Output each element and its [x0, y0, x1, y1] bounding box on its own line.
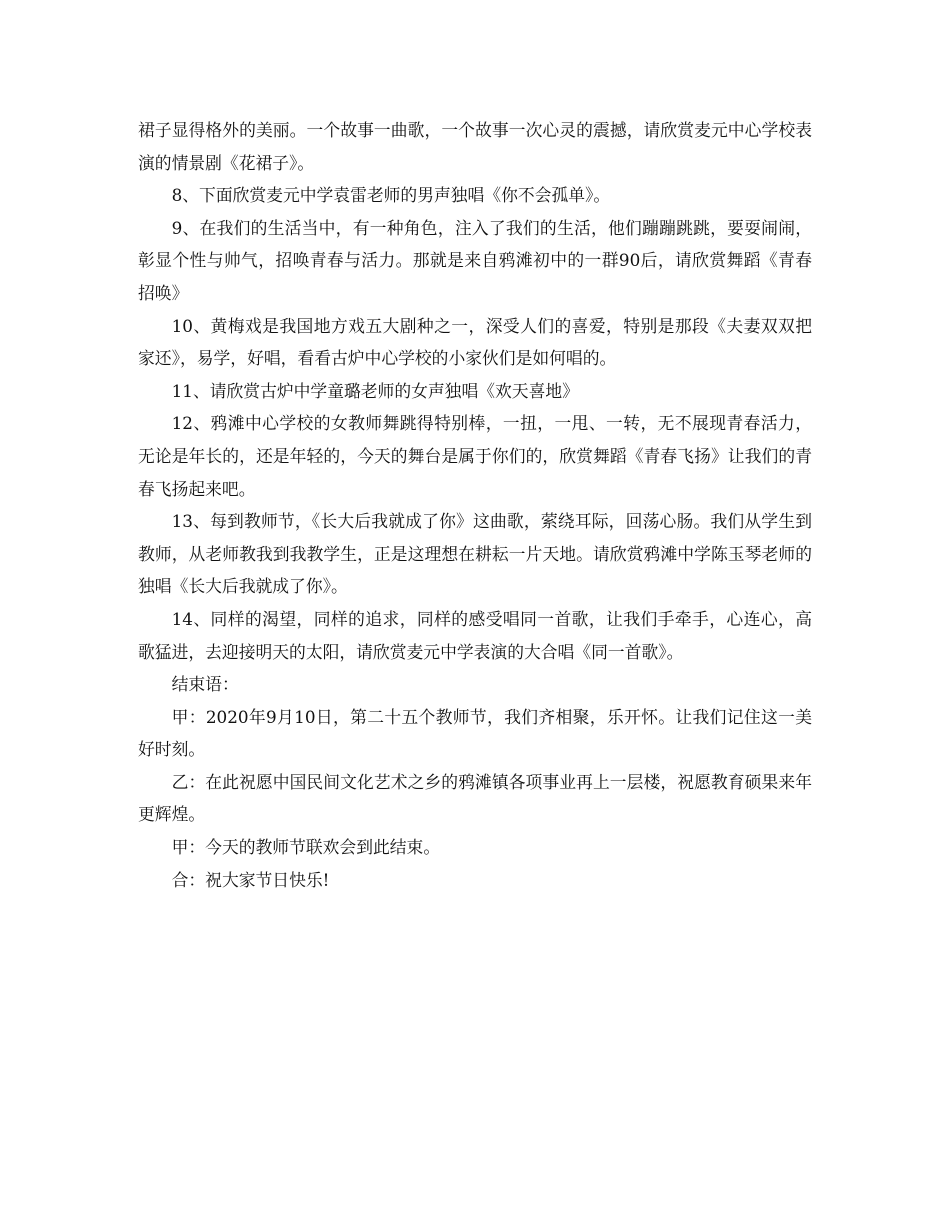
paragraph-5: 11、请欣赏古炉中学童璐老师的女声独唱《欢天喜地》	[171, 380, 579, 401]
paragraph-8: 14、同样的渴望，同样的追求，同样的感受唱同一首歌，让我们手牵手，心连心，高歌猛进，去迎接明天的太阳，请欣赏麦元中学表演的大合唱《同一首歌》。	[138, 608, 812, 662]
paragraph-1: 裙子显得格外的美丽。一个故事一曲歌，一个故事一次心灵的震撼，请欣赏麦元中心学校表演的情景剧《花裙子》。	[138, 120, 812, 173]
document-body	[138, 114, 812, 896]
paragraph-10: 甲：2020年9月10日，第二十五个教师节，我们齐相聚，乐开怀。让我们记住这一美好时刻。	[138, 706, 812, 760]
paragraph-7: 13、每到教师节，《长大后我就成了你》这曲歌，萦绕耳际，回荡心肠。我们从学生到教师，从老师教我到我教学生，正是这理想在耕耘一片天地。请欣赏鸦滩中学陈玉琴老师的独唱《长大后我就成了你》。	[138, 511, 812, 597]
paragraph-6: 12、鸦滩中心学校的女教师舞跳得特别棒，一扭，一甩、一转，无不展现青春活力，无论是年长的，还是年轻的，今天的舞台是属于你们的，欣赏舞蹈《青春飞扬》让我们的青春飞扬起来吧。	[138, 413, 812, 499]
paragraph-11: 乙：在此祝愿中国民间文化艺术之乡的鸦滩镇各项事业再上一层楼，祝愿教育硕果来年更辉煌。	[138, 771, 812, 825]
paragraph-2: 8、下面欣赏麦元中学袁雷老师的男声独唱《你不会孤单》。	[171, 185, 611, 206]
closing-heading: 结束语：	[171, 674, 239, 695]
paragraph-4: 10、黄梅戏是我国地方戏五大剧种之一，深受人们的喜爱，特别是那段《夫妻双双把家还》，易学，好唱，看看古炉中心学校的小家伙们是如何唱的。	[138, 315, 812, 369]
paragraph-3: 9、在我们的生活当中，有一种角色，注入了我们的生活，他们蹦蹦跳跳，要耍闹闹，彰显个性与帅气，招唤青春与活力。那就是来自鸦滩初中的一群90后，请欣赏舞蹈《青春招唤》	[138, 217, 812, 303]
paragraph-13: 合：祝大家节日快乐!	[171, 869, 330, 890]
paragraph-12: 甲：今天的教师节联欢会到此结束。	[171, 837, 441, 858]
